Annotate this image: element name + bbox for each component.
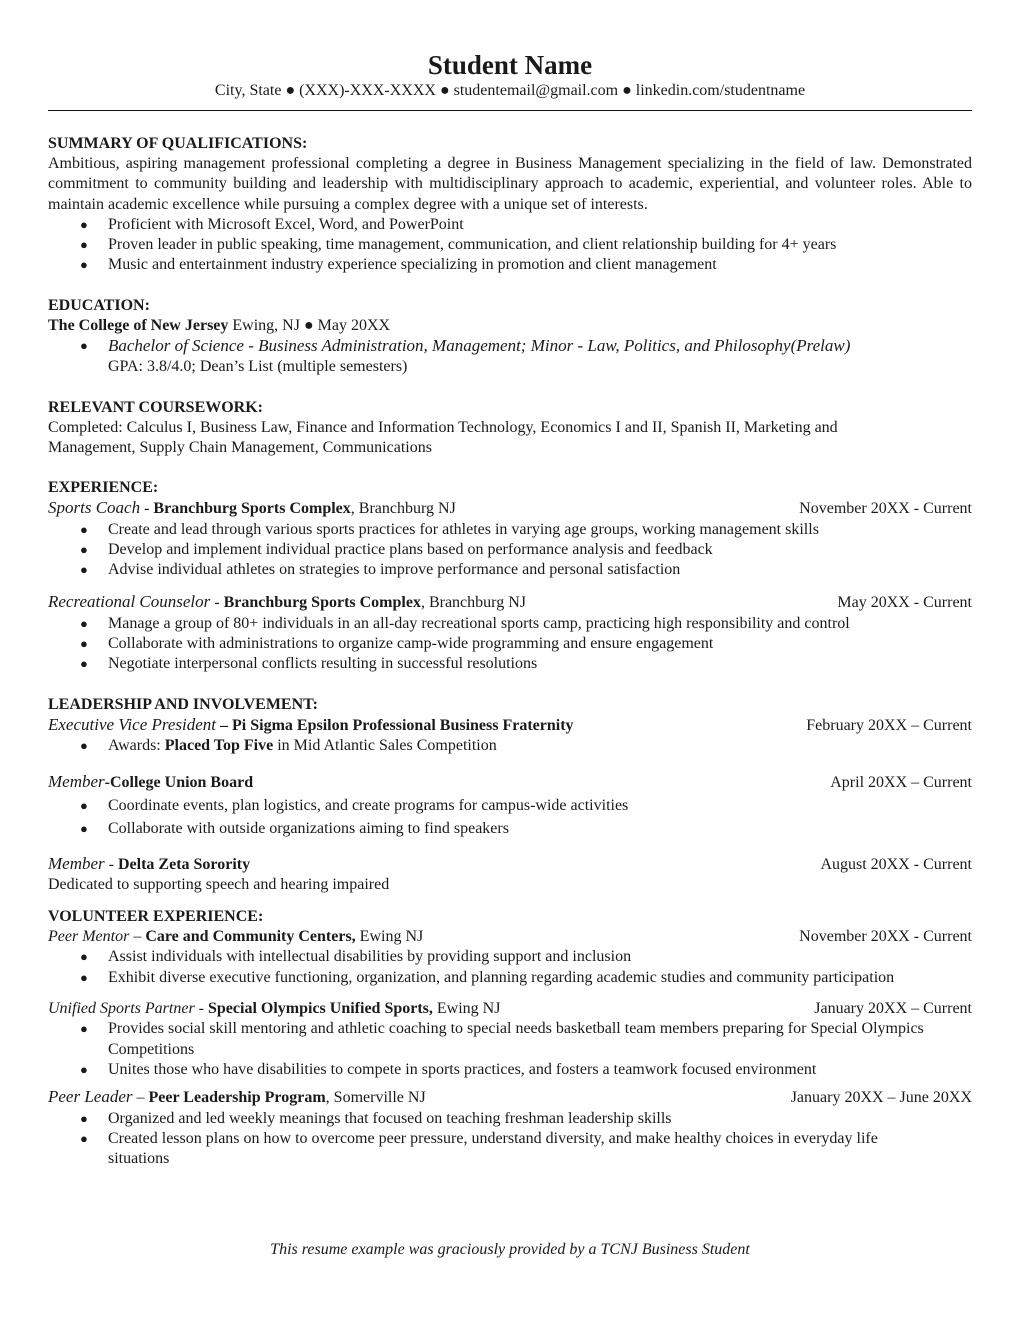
bullet-icon: ● [80,1130,88,1146]
volunteer-date: November 20XX - Current [799,928,972,946]
education-section [48,296,972,378]
volunteer-date: January 20XX – Current [814,1000,972,1018]
bullet-icon: ● [80,737,88,753]
job-org: Branchburg Sports Complex [223,594,421,612]
bullet-icon: ● [80,949,88,965]
leadership-role: Member [48,853,105,873]
job-date: May 20XX - Current [837,594,972,612]
volunteer-entry: Peer Leader – Peer Leadership Program, Somerville NJ January 20XX – June 20XX ● Organized and led weekly meanings that focused on teaching freshman leadership skills ● Created lesson plans on how to overcome peer pressure, understand diversity, and make healthy choices in everyday life situations [48,1087,972,1169]
list-item: ● Create and lead through various sports practices for athletes in varying age groups, working management skills [48,520,972,540]
list-item: ● Music and entertainment industry experience specializing in promotion and client management [48,255,972,275]
list-item: ● Organized and led weekly meanings that focused on teaching freshman leadership skills [48,1109,942,1129]
list-item: ● Unites those who have disabilities to compete in sports practices, and fosters a teamwork focused environment [48,1060,942,1080]
volunteer-entry: Peer Mentor – Care and Community Centers, Ewing NJ November 20XX - Current ● Assist individuals with intellectual disabilities by providing support and inclusion ● Exhibit diverse executive functioning, organization, and planning regarding academic studies and community participation [48,927,972,988]
list-item: ● Collaborate with administrations to organize camp-wide programming and ensure engagement [48,634,972,654]
leadership-org: College Union Board [109,774,254,792]
list-item: ● Develop and implement individual practice plans based on performance analysis and feedback [48,540,972,560]
list-item [48,336,972,357]
list-item: ● Proven leader in public speaking, time management, communication, and client relationship building for 4+ years [48,235,972,255]
volunteer-date: January 20XX – June 20XX [790,1089,972,1107]
leadership-org: Delta Zeta Sorority [117,855,251,873]
list-item [48,357,972,377]
job-entry: Recreational Counselor - Branchburg Sports Complex, Branchburg NJ May 20XX - Current ● Manage a group of 80+ individuals in an all-day recreational sports camp, practicing high responsibility and control ● Collaborate with administrations to organize camp-wide programming and ensure engagement ● Negotiate interpersonal conflicts resulting in successful resolutions [48,592,972,674]
leadership-heading: LEADERSHIP AND INVOLVEMENT: [48,695,318,713]
footer-credit: This resume example was graciously provided by a TCNJ Business Student [270,1241,750,1258]
coursework-text: Completed: Calculus I, Business Law, Finance and Information Technology, Economics I and II, Spanish II, Marketing and Management, Supply Chain Management, Communications [48,418,838,456]
bullet-icon: ● [80,1061,88,1077]
leadership-date: April 20XX – Current [830,774,972,792]
volunteer-entry: Unified Sports Partner - Special Olympics Unified Sports, Ewing NJ January 20XX – Current ● Provides social skill mentoring and athletic coaching to special needs basketball team members preparing for Special Olympics Competitions ● Unites those who have disabilities to compete in sports practices, and fosters a teamwork focused environment [48,999,972,1080]
bullet-icon: ● [80,1110,88,1126]
leadership-role: Member [48,772,105,792]
summary-paragraph: Ambitious, aspiring management professional completing a degree in Business Management specializing in the field of law. Demonstrated commitment to community building and leadership with multidisciplinary approach to academic, experiential, and volunteer roles. Able to maintain academic excellence while pursuing a complex degree with a unique set of interests. [48,155,972,213]
list-item: ● Collaborate with outside organizations aiming to find speakers [48,817,972,840]
bullet-icon: ● [80,656,88,672]
list-item: ● Manage a group of 80+ individuals in an all-day recreational sports camp, practicing high responsibility and control [48,614,972,634]
list-item: ● Exhibit diverse executive functioning, organization, and planning regarding academic studies and community participation [48,968,972,988]
gpa: GPA: 3.8/4.0; Dean’s List (multiple semesters) [108,358,408,376]
leadership-description: Dedicated to supporting speech and hearing impaired [48,875,390,893]
bullet-icon: ● [80,615,88,631]
education-school-line [48,316,972,336]
leadership-section [48,695,972,895]
job-role: Sports Coach [48,498,141,518]
volunteer-section [48,907,972,1169]
list-item: ● Coordinate events, plan logistics, and create programs for campus-wide activities [48,794,972,817]
experience-section [48,478,972,674]
volunteer-role: Peer Leader [48,1087,133,1107]
leadership-date: August 20XX - Current [820,855,972,873]
leadership-entry: Executive Vice President – Pi Sigma Epsilon Professional Business Fraternity February 20XX – Current ● Awards: Placed Top Five in Mid Atlantic Sales Competition [48,715,972,757]
list-item: ● Negotiate interpersonal conflicts resulting in successful resolutions [48,654,972,674]
summary-bullets [48,215,972,276]
volunteer-org: Care and Community Centers, [145,928,356,946]
leadership-date: February 20XX – Current [806,716,972,734]
bullet-icon: ● [80,969,88,985]
school-location-date: Ewing, NJ ● May 20XX [228,316,391,334]
list-item: ● Awards: Placed Top Five in Mid Atlantic Sales Competition [48,736,972,756]
job-org: Branchburg Sports Complex [153,500,351,518]
bullet-icon: ● [80,541,88,557]
list-item: ● Assist individuals with intellectual disabilities by providing support and inclusion [48,947,972,967]
contact-line: City, State ● (XXX)-XXX-XXXX ● studentemail@gmail.com ● linkedin.com/studentname [214,82,806,99]
bullet-icon: ● [80,636,88,652]
bullet-icon: ● [80,1021,88,1037]
bullet-icon: ● [80,237,88,253]
list-item: ● Advise individual athletes on strategies to improve performance and personal satisfaction [48,560,972,580]
education-heading: EDUCATION: [48,296,150,314]
list-item: ● Provides social skill mentoring and athletic coaching to special needs basketball team members preparing for Special Olympics Competitions [80,1020,924,1058]
volunteer-org: Special Olympics Unified Sports, [208,1000,433,1018]
bullet-icon: ● [80,257,88,273]
coursework-heading: RELEVANT COURSEWORK: [48,398,264,416]
bullet-icon: ● [80,216,88,232]
degree: Bachelor of Science - Business Administration, Management; Minor - Law, Politics, and Philosophy(Prelaw) [108,336,851,356]
summary-heading: SUMMARY OF QUALIFICATIONS: [48,135,308,152]
student-name: Student Name [427,50,593,80]
job-date: November 20XX - Current [799,500,972,518]
job-entry: Sports Coach - Branchburg Sports Complex, Branchburg NJ November 20XX - Current ● Create and lead through various sports practices for athletes in varying age groups, working management skills ● Develop and implement individual practice plans based on performance analysis and feedback ● Advise individual athletes on strategies to improve performance and personal satisfaction [48,498,972,580]
bullet-icon: ● [80,338,88,354]
list-item: ● Proficient with Microsoft Excel, Word, and PowerPoint [48,215,972,235]
volunteer-role: Unified Sports Partner [48,1000,195,1018]
volunteer-role: Peer Mentor [48,928,130,946]
leadership-role: Executive Vice President [48,714,217,734]
job-role: Recreational Counselor [48,592,211,612]
header-divider [48,110,972,111]
volunteer-heading: VOLUNTEER EXPERIENCE: [48,908,264,926]
experience-heading: EXPERIENCE: [48,479,159,497]
bullet-icon: ● [80,562,88,578]
coursework-section [48,398,972,459]
leadership-entry: Member - Delta Zeta Sorority August 20XX - Current Dedicated to supporting speech and hearing impaired [48,854,972,896]
list-item: ● Created lesson plans on how to overcome peer pressure, understand diversity, and make healthy choices in everyday life situations [80,1129,878,1168]
leadership-entry: Member-College Union Board April 20XX – Current ● Coordinate events, plan logistics, and create programs for campus-wide activities ● Collaborate with outside organizations aiming to find speakers [48,772,972,839]
summary-section [48,134,972,276]
leadership-org: Pi Sigma Epsilon Professional Business Fraternity [232,716,574,734]
bullet-icon: ● [80,797,88,813]
school-name: The College of New Jersey [48,316,229,334]
bullet-icon: ● [80,521,88,537]
volunteer-org: Peer Leadership Program [148,1089,326,1107]
bullet-icon: ● [80,820,88,836]
